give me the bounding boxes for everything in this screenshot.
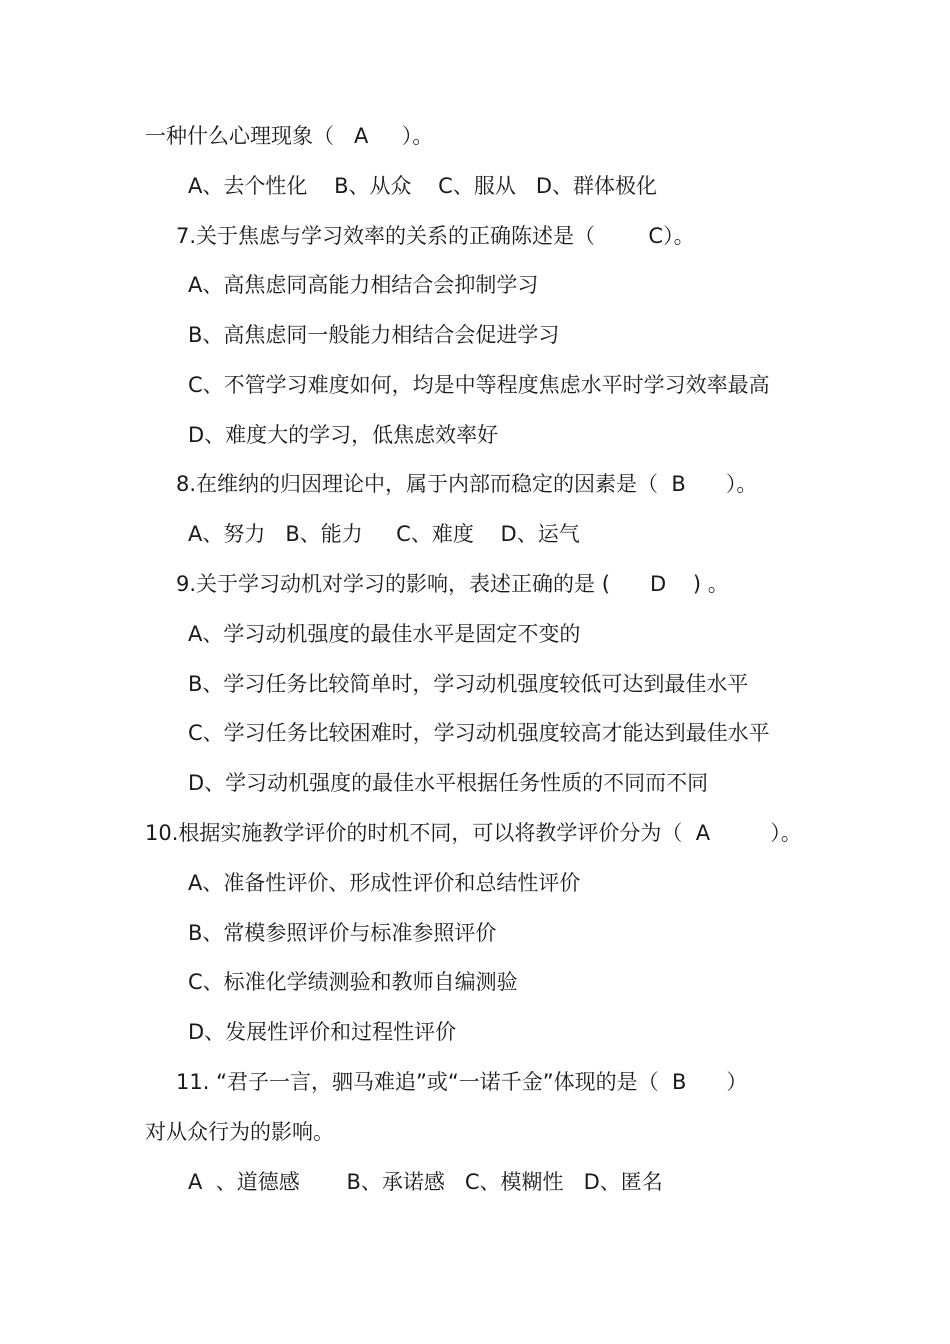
question-10-option-a: A、准备性评价、形成性评价和总结性评价 — [188, 871, 581, 895]
question-10-stem: 10.根据实施教学评价的时机不同，可以将教学评价分为（ A ）。 — [145, 821, 802, 845]
question-9-stem: 9.关于学习动机对学习的影响，表述正确的是 ( D ) 。 — [176, 572, 729, 596]
question-10-option-d: D、发展性评价和过程性评价 — [188, 1020, 457, 1044]
question-11-stem-continuation: 对从众行为的影响。 — [145, 1120, 334, 1144]
question-7-option-c: C、不管学习难度如何，均是中等程度焦虑水平时学习效率最高 — [188, 373, 770, 397]
question-11-stem: 11. “君子一言，驷马难追”或“一诺千金”体现的是（ B ） — [176, 1070, 748, 1094]
question-9-option-d: D、学习动机强度的最佳水平根据任务性质的不同而不同 — [188, 771, 709, 795]
question-7-option-d: D、难度大的学习，低焦虑效率好 — [188, 423, 499, 447]
question-6-stem-continuation: 一种什么心理现象（ A ）。 — [145, 124, 434, 148]
question-11-options: A 、道德感 B、承诺感 C、模糊性 D、匿名 — [188, 1170, 663, 1194]
question-9-option-c: C、学习任务比较困难时，学习动机强度较高才能达到最佳水平 — [188, 721, 770, 745]
question-9-option-b: B、学习任务比较简单时，学习动机强度较低可达到最佳水平 — [188, 672, 749, 696]
question-8-stem: 8.在维纳的归因理论中，属于内部而稳定的因素是（ B ）。 — [176, 472, 758, 496]
question-10-option-c: C、标准化学绩测验和教师自编测验 — [188, 970, 518, 994]
question-10-option-b: B、常模参照评价与标准参照评价 — [188, 921, 497, 945]
question-7-stem: 7.关于焦虑与学习效率的关系的正确陈述是（ C）。 — [176, 224, 695, 248]
question-6-options: A、去个性化 B、从众 C、服从 D、群体极化 — [188, 174, 658, 198]
question-7-option-b: B、高焦虑同一般能力相结合会促进学习 — [188, 323, 560, 347]
question-8-options: A、努力 B、能力 C、难度 D、运气 — [188, 522, 580, 546]
question-9-option-a: A、学习动机强度的最佳水平是固定不变的 — [188, 622, 581, 646]
question-7-option-a: A、高焦虑同高能力相结合会抑制学习 — [188, 273, 539, 297]
